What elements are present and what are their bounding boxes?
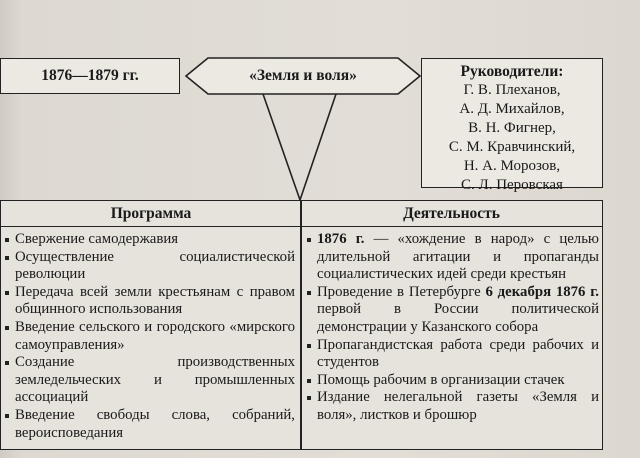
leader-name: А. Д. Михайлов, xyxy=(459,101,565,117)
activity-date: 6 декабря 1876 г. xyxy=(485,283,599,300)
activity-header: Деятельность xyxy=(301,201,602,227)
activity-list xyxy=(307,231,599,425)
program-header: Программа xyxy=(1,201,301,227)
program-item: Введение сельского и городского «мирского самоуправления» xyxy=(5,319,295,354)
leader-name: В. Н. Фигнер, xyxy=(468,120,556,136)
leaders-title: Руководители: xyxy=(460,63,564,80)
program-list xyxy=(5,231,295,442)
activity-item: Издание нелегальной газеты «Земля и воля», листков и брошюр xyxy=(307,389,599,424)
activity-item: Помощь рабочим в организации стачек xyxy=(307,372,599,390)
organization-label: «Земля и воля» xyxy=(249,67,357,84)
dates-label: 1876—1879 гг. xyxy=(41,67,139,84)
activity-text: — «хождение в народ» с целью длительной агитации и пропаганды социалистических идей среди крестьян xyxy=(317,231,599,283)
dates-box xyxy=(0,58,180,94)
connector-line-left xyxy=(263,94,300,200)
activity-text: первой в России политической демонстрации у Казанского собора xyxy=(317,301,599,335)
activity-item: Пропагандистская работа среди рабочих и студентов xyxy=(307,337,599,372)
activity-date: 1876 г. xyxy=(317,231,365,247)
program-item: Создание производственных земледельческих и промышленных ассоциаций xyxy=(5,354,295,407)
column-divider xyxy=(300,201,302,449)
connector-line-right xyxy=(300,94,336,200)
leader-name: С. М. Кравчинский, xyxy=(448,139,576,155)
program-item: Свержение самодержавия xyxy=(5,231,295,249)
leader-name: Н. А. Морозов, xyxy=(463,158,561,174)
program-item: Осуществление социалистической революции xyxy=(5,249,295,284)
leader-name: С. Л. Перовская xyxy=(461,177,563,193)
leader-name: Г. В. Плеханов, xyxy=(463,82,561,98)
program-item: Передача всей земли крестьянам с правом общинного использования xyxy=(5,284,295,319)
organization-title xyxy=(186,58,420,94)
activity-item xyxy=(307,284,599,337)
program-item: Введение свободы слова, собраний, вероисповедания xyxy=(5,407,295,442)
activity-item xyxy=(307,231,599,284)
leaders-box xyxy=(421,58,603,193)
activity-prefix: Проведение в Петербурге xyxy=(317,283,486,300)
program-activity-table xyxy=(0,200,603,450)
